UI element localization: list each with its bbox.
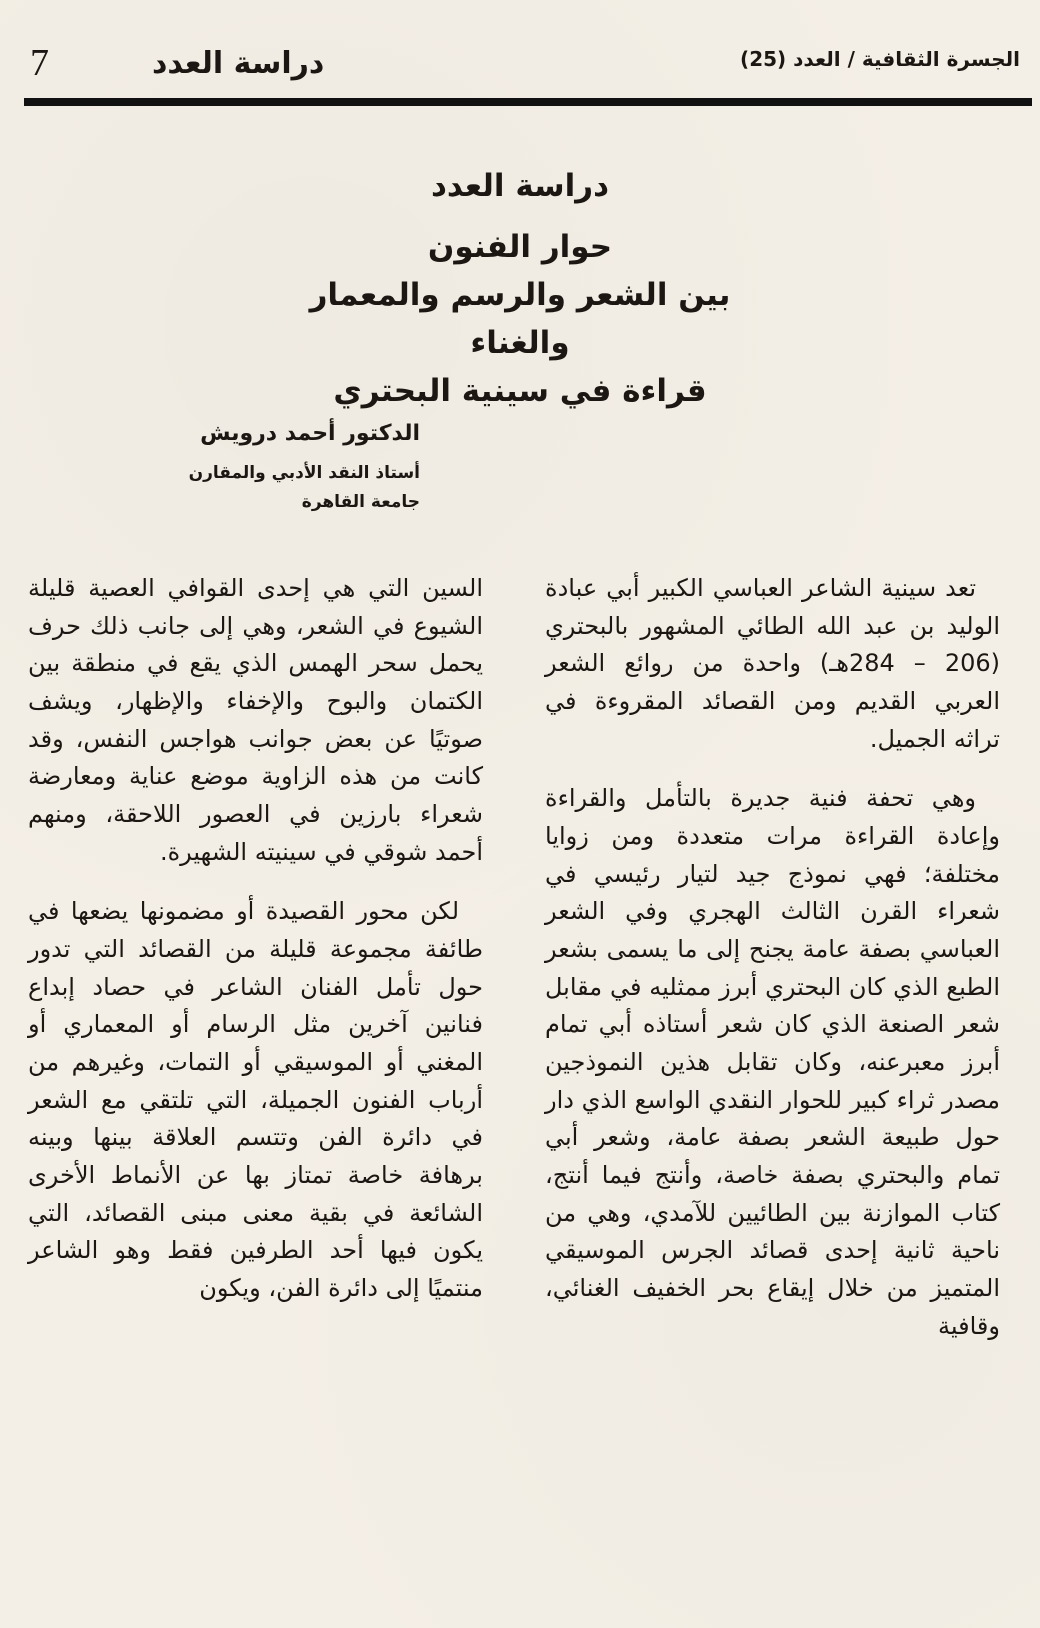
article-title-line-1: حوار الفنون	[427, 229, 613, 266]
author-university: جامعة القاهرة	[301, 492, 420, 513]
header-section-label: دراسة العدد	[152, 46, 325, 81]
left-text-column	[28, 570, 483, 1330]
left-column-paragraph: السين التي هي إحدى القوافي العصية قليلة الشيوع في الشعر، وهي إلى جانب ذلك حرف يحمل سحر الهمس الذي يقع في منطقة بين الكتمان والبوح والإخفاء والإظهار، ويشف صوتيًا عن بعض جوانب هواجس النفس، وقد كانت من هذه الزاوية موضع عناية ومعارضة شعراء بارزين في العصور اللاحقة، ومنهم أحمد شوقي في سينيته الشهيرة.	[28, 574, 483, 866]
author-name: الدكتور أحمد درويش	[200, 421, 420, 446]
author-role: أستاذ النقد الأدبي والمقارن	[188, 462, 420, 483]
page-number: 7	[30, 42, 49, 84]
right-column-paragraph: وهي تحفة فنية جديرة بالتأمل والقراءة وإعادة القراءة مرات متعددة ومن زوايا مختلفة؛ فهي نموذج جيد لتيار رئيسي في شعراء القرن الثالث الهجري وفي الشعر العباسي بصفة عامة يجنح إلى ما يسمى بشعر الطبع الذي كان البحتري أبرز ممثليه في مقابل شعر الصنعة الذي كان شعر أستاذه أبي تمام أبرز معبرعنه، وكان تقابل هذين النموذجين مصدر ثراء كبير للحوار النقدي الواسع الذي دار حول طبيعة الشعر بصفة عامة، وشعر أبي تمام والبحتري بصفة خاصة، وأنتج فيما أنتج، كتاب الموازنة بين الطائيين للآمدي، وهي من ناحية ثانية إحدى قصائد الجرس الموسيقي المتميز من خلال إيقاع بحر الخفيف الغنائي، وقافية	[545, 784, 1000, 1340]
header-rule	[24, 98, 1032, 106]
publication-label: الجسرة الثقافية / العدد (25)	[740, 47, 1020, 71]
right-column-paragraph: تعد سينية الشاعر العباسي الكبير أبي عبادة الوليد بن عبد الله الطائي المشهور بالبحتري (206 – 284هـ) واحدة من روائع الشعر العربي القديم ومن القصائد المقروءة في تراثه الجميل.	[545, 574, 1000, 753]
article-section-title: دراسة العدد	[430, 168, 610, 204]
left-column-paragraph: لكن محور القصيدة أو مضمونها يضعها في طائفة مجموعة قليلة من القصائد التي تدور حول تأمل الفنان الشاعر في حصاد إبداع فنانين آخرين مثل الرسام أو المعماري أو المغني أو الموسيقي أو التمات، وغيرهم من أرباب الفنون الجميلة، التي تلتقي مع الشعر في دائرة الفن وتتسم العلاقة بينها وبينه برهافة خاصة تمتاز بها عن الأنماط الأخرى الشائعة في بقية معنى مبنى القصائد، التي يكون فيها أحد الطرفين فقط وهو الشاعر منتميًا إلى دائرة الفن، ويكون	[28, 897, 483, 1303]
article-title-line-3: قراءة في سينية البحتري	[333, 373, 707, 410]
article-title-block	[300, 168, 740, 415]
right-text-column	[545, 570, 1000, 1367]
page-header	[24, 38, 1020, 94]
author-block	[188, 420, 420, 518]
article-title-line-2: بين الشعر والرسم والمعمار والغناء	[309, 277, 731, 362]
